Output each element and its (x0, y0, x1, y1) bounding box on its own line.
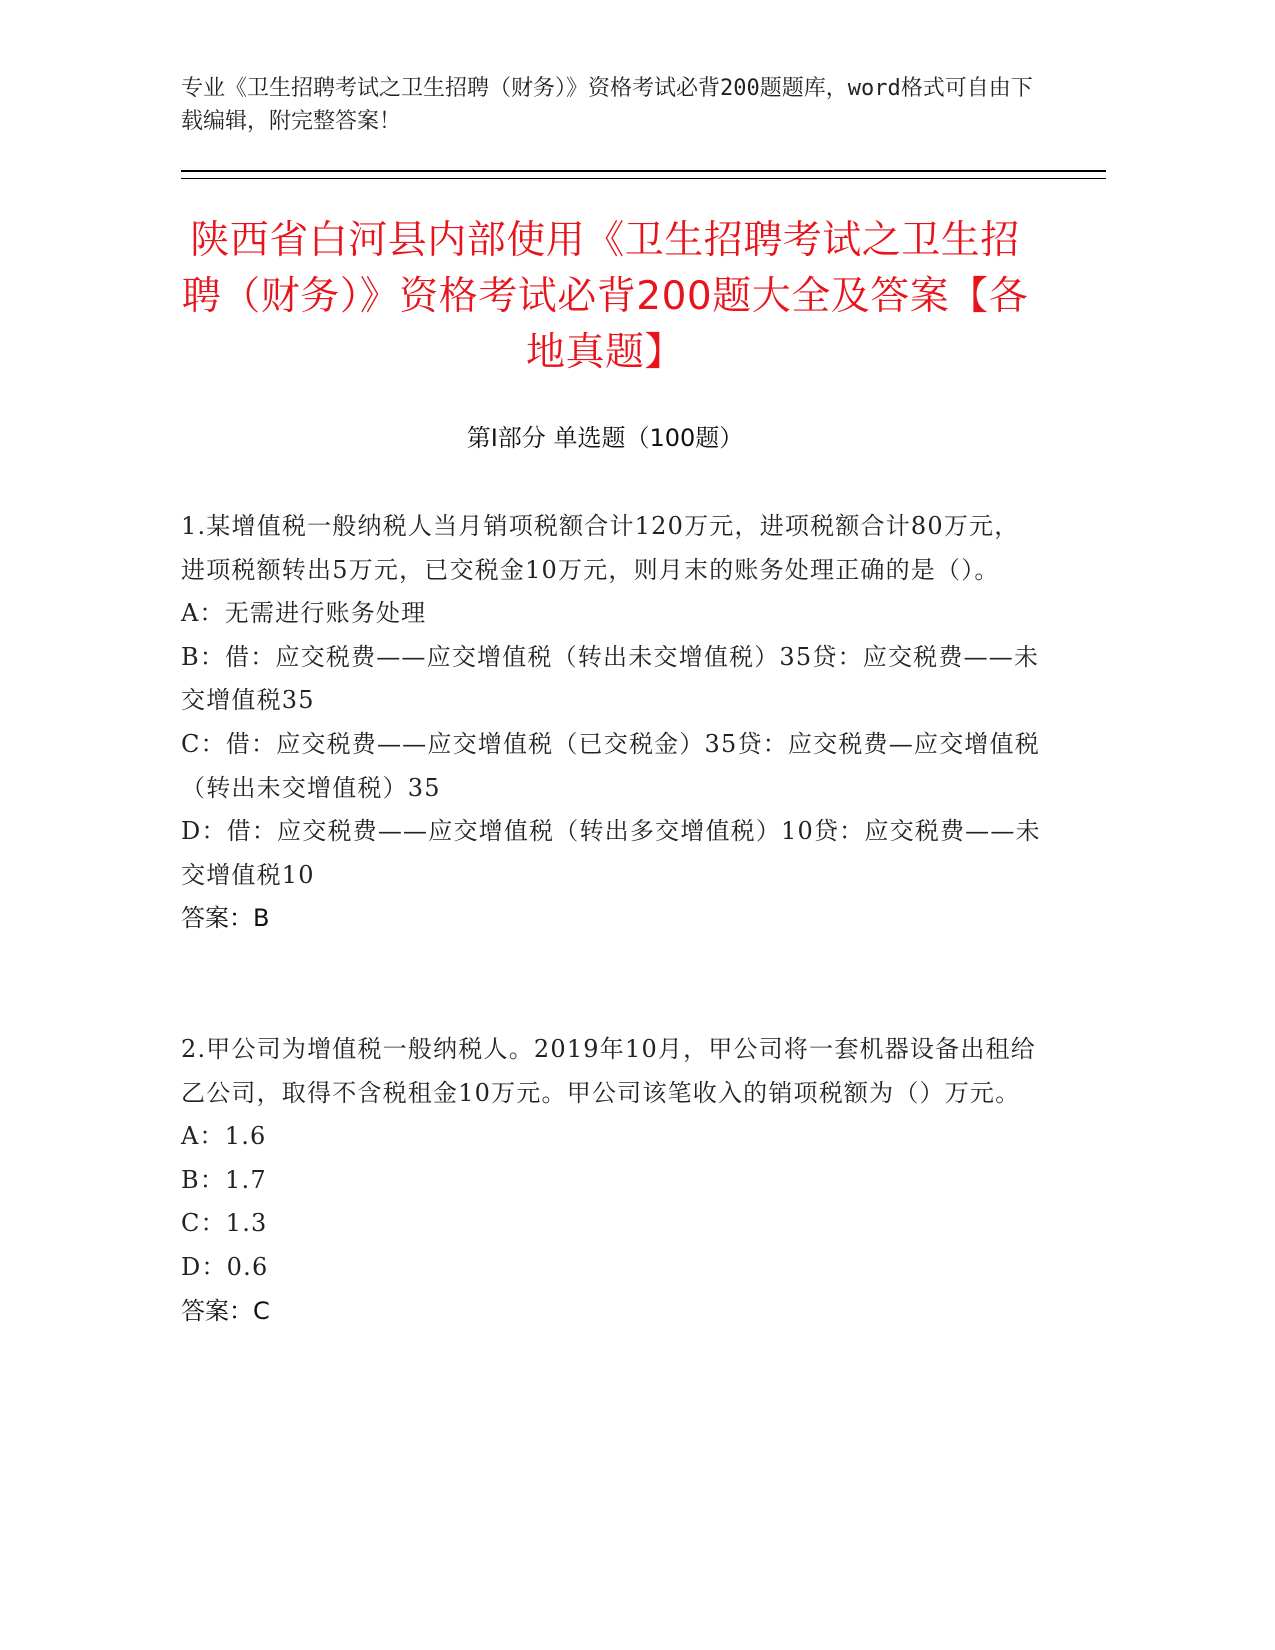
header-divider-thick (181, 170, 1106, 172)
header-divider-thin (181, 178, 1106, 179)
section-title: 第Ⅰ部分 单选题（100题） (466, 424, 744, 452)
question-2 (181, 1028, 1041, 1333)
option-a: A：1.6 (181, 1122, 267, 1151)
option-c: C：1.3 (181, 1209, 268, 1238)
answer: 答案：B (181, 904, 270, 933)
question-stem: 2.甲公司为增值税一般纳税人。2019年10月，甲公司将一套机器设备出租给乙公司，取得不含税租金10万元。甲公司该笔收入的销项税额为（）万元。 (181, 1035, 1036, 1107)
question-stem: 1.某增值税一般纳税人当月销项税额合计120万元，进项税额合计80万元，进项税额转出5万元，已交税金10万元，则月末的账务处理正确的是（）。 (181, 512, 1020, 584)
question-1 (181, 505, 1041, 941)
header-note: 专业《卫生招聘考试之卫生招聘（财务）》资格考试必背200题题库，word格式可自由下载编辑，附完整答案！ (181, 76, 1033, 134)
option-d: D：0.6 (181, 1252, 269, 1281)
document-title: 陕西省白河县内部使用《卫生招聘考试之卫生招聘（财务）》资格考试必背200题大全及答案【各地真题】 (181, 218, 1029, 375)
option-c: C：借：应交税费——应交增值税（已交税金）35贷：应交税费—应交增值税（转出未交增值税）35 (181, 729, 1040, 802)
option-b: B：1.7 (181, 1165, 267, 1194)
answer: 答案：C (181, 1296, 270, 1325)
option-b: B：借：应交税费——应交增值税（转出未交增值税）35贷：应交税费——未交增值税35 (181, 642, 1040, 715)
option-d: D：借：应交税费——应交增值税（转出多交增值税）10贷：应交税费——未交增值税10 (181, 817, 1041, 889)
option-a: A：无需进行账务处理 (181, 599, 427, 628)
